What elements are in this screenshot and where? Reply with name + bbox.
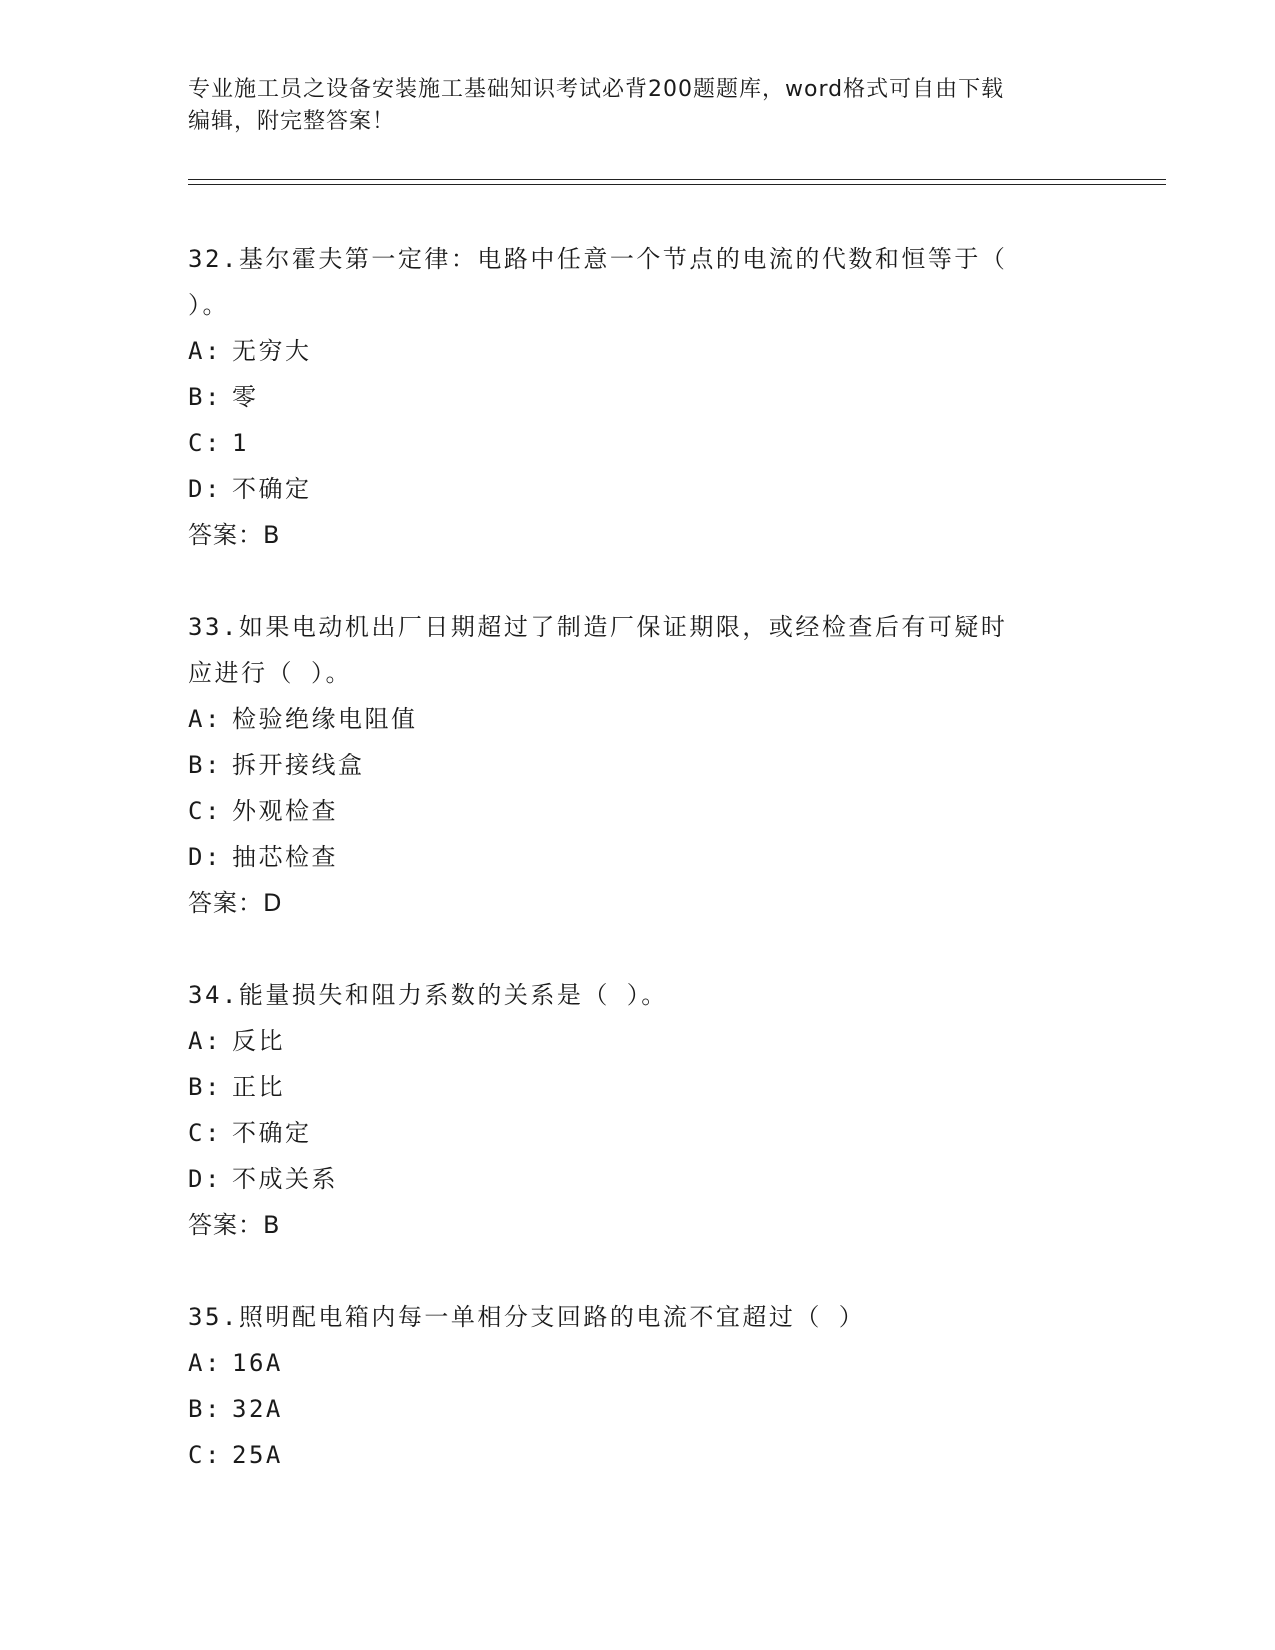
option-c	[188, 1432, 1088, 1478]
header-line-1: 专业施工员之设备安装施工基础知识考试必背200题题库，word格式可自由下载	[188, 77, 1005, 102]
question-stem-line: ）。	[188, 291, 229, 319]
option-d	[188, 466, 1088, 512]
header-divider-bottom	[188, 184, 1166, 185]
option-text: 零	[232, 383, 259, 411]
option-letter: B:	[188, 1395, 222, 1423]
option-letter: A:	[188, 1349, 222, 1377]
header-line-2: 编辑，附完整答案！	[188, 109, 396, 134]
option-c	[188, 420, 1088, 466]
question-35	[188, 1294, 1088, 1478]
answer-line: 答案：B	[188, 521, 281, 549]
option-letter: C:	[188, 1119, 222, 1147]
option-a	[188, 328, 1088, 374]
question-stem-line: 35.照明配电箱内每一单相分支回路的电流不宜超过（ ）	[188, 1303, 866, 1331]
question-stem-line: 32.基尔霍夫第一定律：电路中任意一个节点的电流的代数和恒等于（	[188, 245, 1008, 273]
option-letter: D:	[188, 475, 222, 503]
question-34	[188, 972, 1088, 1248]
option-letter: C:	[188, 1441, 222, 1469]
option-b	[188, 1386, 1088, 1432]
question-33	[188, 604, 1088, 926]
option-d	[188, 834, 1088, 880]
option-text: 不确定	[232, 475, 312, 503]
option-letter: A:	[188, 1027, 222, 1055]
option-text: 正比	[232, 1073, 285, 1101]
header-divider-top	[188, 179, 1166, 180]
option-letter: A:	[188, 705, 222, 733]
option-text: 25A	[232, 1441, 283, 1469]
answer-line: 答案：D	[188, 889, 283, 917]
option-text: 1	[232, 429, 249, 457]
option-letter: D:	[188, 1165, 222, 1193]
option-letter: C:	[188, 797, 222, 825]
option-text: 32A	[232, 1395, 283, 1423]
question-stem-line: 应进行（ ）。	[188, 659, 352, 687]
answer-line: 答案：B	[188, 1211, 281, 1239]
option-text: 外观检查	[232, 797, 338, 825]
option-c	[188, 788, 1088, 834]
document-header	[188, 74, 1088, 138]
option-a	[188, 696, 1088, 742]
option-text: 检验绝缘电阻值	[232, 705, 418, 733]
option-text: 反比	[232, 1027, 285, 1055]
option-letter: B:	[188, 751, 222, 779]
option-letter: B:	[188, 1073, 222, 1101]
option-text: 不确定	[232, 1119, 312, 1147]
option-text: 抽芯检查	[232, 843, 338, 871]
option-text: 16A	[232, 1349, 283, 1377]
option-a	[188, 1340, 1088, 1386]
option-letter: B:	[188, 383, 222, 411]
option-text: 拆开接线盒	[232, 751, 365, 779]
question-32	[188, 236, 1088, 558]
question-stem-line: 34.能量损失和阻力系数的关系是（ ）。	[188, 981, 668, 1009]
question-list	[188, 236, 1088, 1524]
option-letter: D:	[188, 843, 222, 871]
option-d	[188, 1156, 1088, 1202]
option-c	[188, 1110, 1088, 1156]
question-stem-line: 33.如果电动机出厂日期超过了制造厂保证期限，或经检查后有可疑时	[188, 613, 1008, 641]
option-b	[188, 374, 1088, 420]
option-b	[188, 1064, 1088, 1110]
option-a	[188, 1018, 1088, 1064]
option-b	[188, 742, 1088, 788]
option-letter: C:	[188, 429, 222, 457]
option-text: 不成关系	[232, 1165, 338, 1193]
option-letter: A:	[188, 337, 222, 365]
option-text: 无穷大	[232, 337, 312, 365]
